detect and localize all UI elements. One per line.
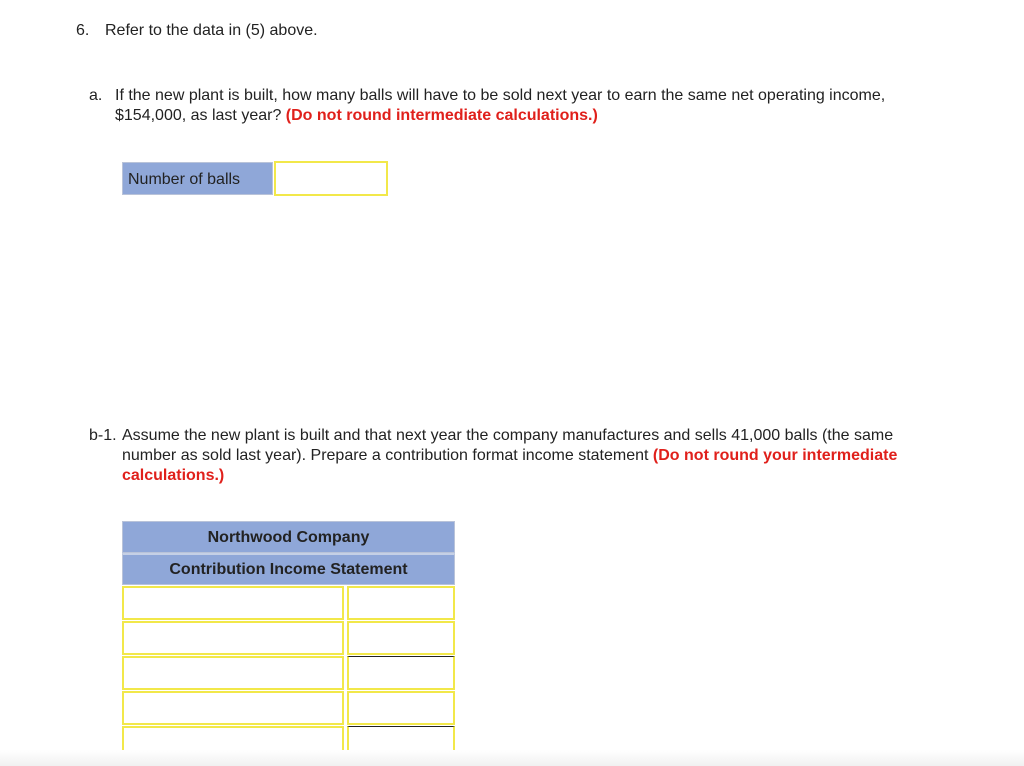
part-a xyxy=(89,86,949,126)
statement-row xyxy=(122,656,455,690)
statement-row-amount-input[interactable] xyxy=(347,621,455,655)
statement-row-label-input[interactable] xyxy=(122,656,344,690)
part-b1 xyxy=(89,426,949,486)
statement-row-amount-input[interactable] xyxy=(347,586,455,620)
page-bottom-shade xyxy=(0,750,1024,766)
part-a-label: a. xyxy=(89,87,103,104)
statement-row xyxy=(122,621,455,655)
part-b1-prompt xyxy=(122,426,949,486)
statement-row-label-input[interactable] xyxy=(122,621,344,655)
income-statement-table xyxy=(122,521,455,760)
part-b1-note: (Do not round your intermediate calculations.) xyxy=(122,447,898,484)
statement-row-amount-input[interactable] xyxy=(347,656,455,690)
number-of-balls-input[interactable] xyxy=(274,161,388,196)
question-text: Refer to the data in (5) above. xyxy=(105,22,318,39)
part-a-text: If the new plant is built, how many balls will have to be sold next year to earn the same net operating income, $154,000, as last year? xyxy=(115,87,886,124)
part-b1-text: Assume the new plant is built and that next year the company manufactures and sells 41,000 balls (the same number as sold last year). Prepare a contribution format income statement xyxy=(122,427,894,464)
part-b1-label: b-1. xyxy=(89,427,117,444)
statement-row-label-input[interactable] xyxy=(122,691,344,725)
part-a-note: (Do not round intermediate calculations.) xyxy=(285,107,598,124)
statement-title: Contribution Income Statement xyxy=(122,553,455,585)
number-of-balls-label: Number of balls xyxy=(122,162,273,195)
statement-company-name: Northwood Company xyxy=(122,521,455,553)
statement-row-label-input[interactable] xyxy=(122,586,344,620)
statement-row-amount-input[interactable] xyxy=(347,691,455,725)
statement-row xyxy=(122,586,455,620)
part-a-prompt xyxy=(115,86,949,126)
balls-answer-row xyxy=(122,162,388,197)
question-number: 6. xyxy=(76,22,90,39)
question-heading xyxy=(76,22,318,40)
statement-row xyxy=(122,691,455,725)
